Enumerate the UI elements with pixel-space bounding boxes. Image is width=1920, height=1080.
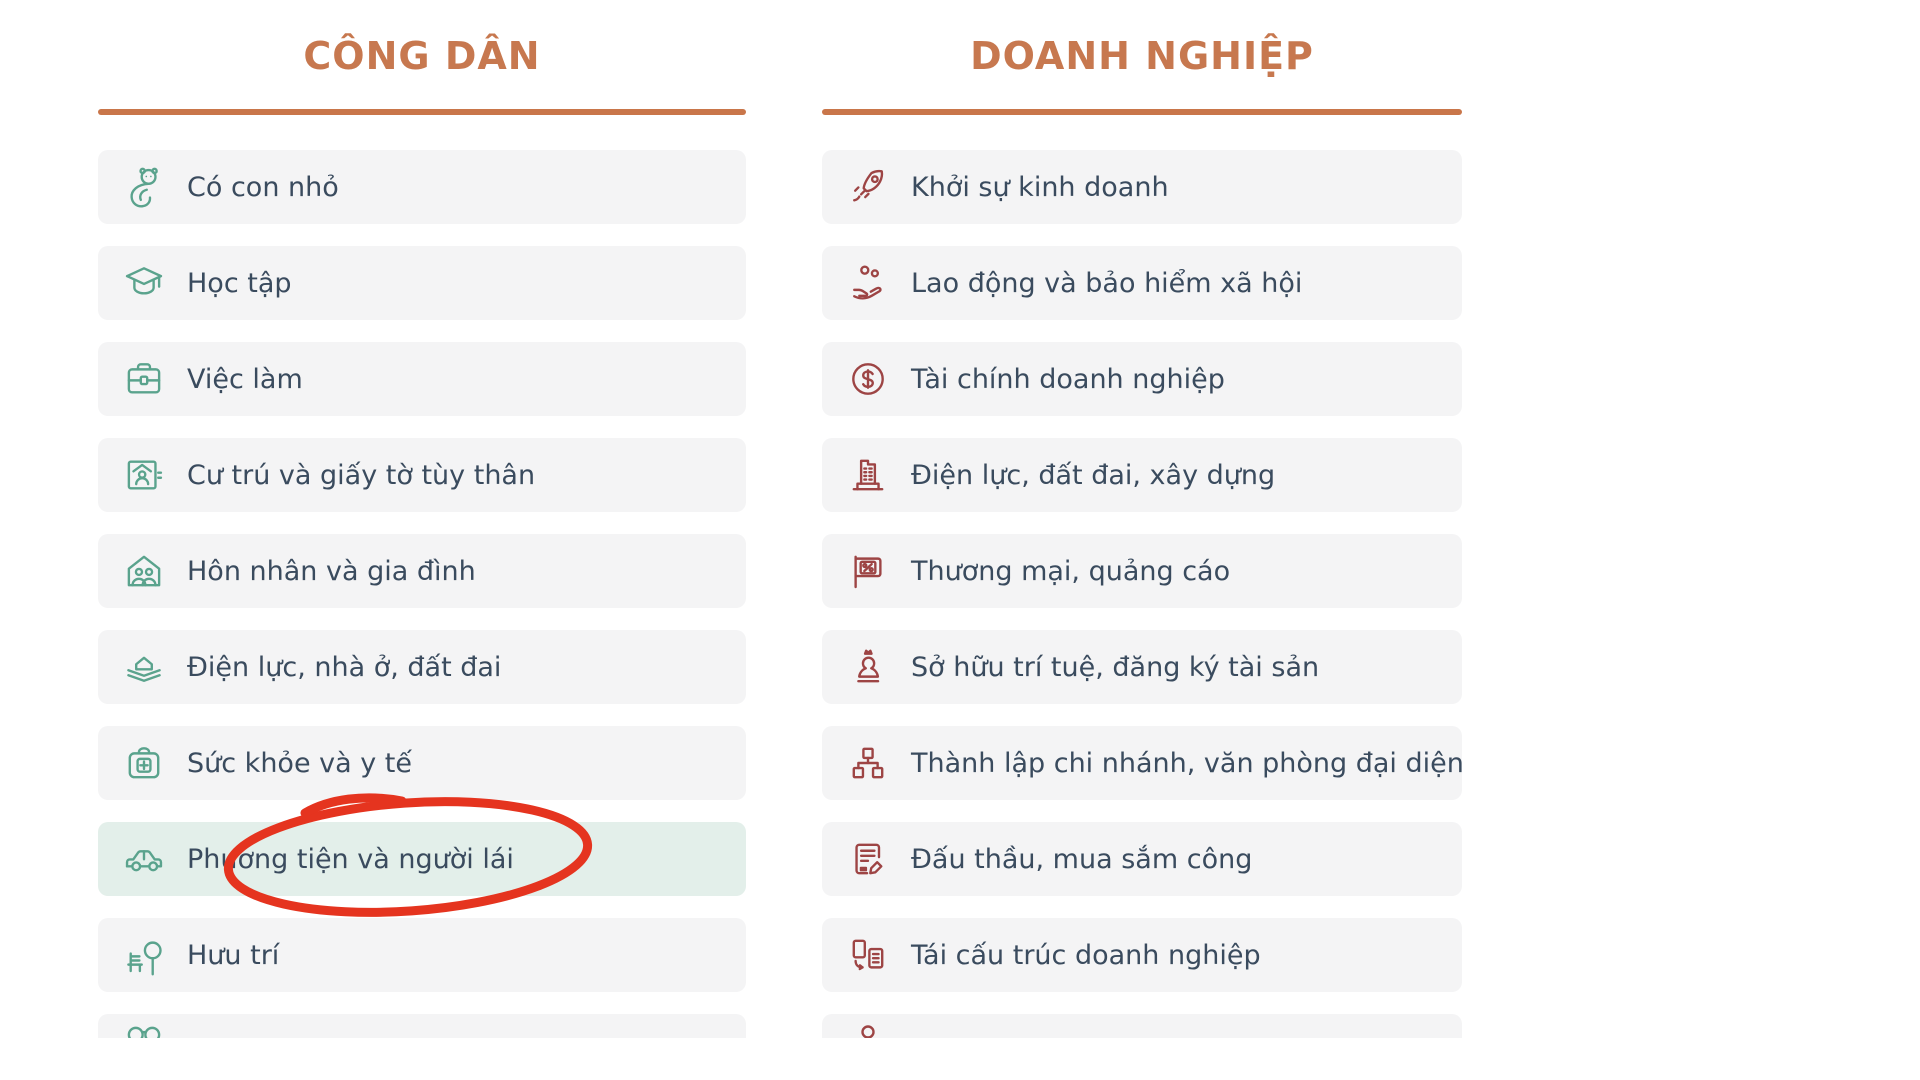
id-card-icon [122,453,166,497]
list-item[interactable] [822,534,1462,608]
list-item-label: Điện lực, đất đai, xây dựng [911,459,1276,491]
list-item[interactable] [98,630,746,704]
list-item[interactable] [98,822,746,896]
restructure-documents-icon [846,933,890,977]
bench-tree-icon [122,933,166,977]
hand-people-icon [846,261,890,305]
list-item[interactable] [98,534,746,608]
medical-bag-icon [122,741,166,785]
list-item-label: Thành lập chi nhánh, văn phòng đại diện [911,747,1464,779]
business-column-title: DOANH NGHIỆP [970,34,1314,78]
list-item[interactable] [98,918,746,992]
citizen-column-title: CÔNG DÂN [303,34,541,78]
list-item-label: Học tập [187,267,292,299]
list-item[interactable] [822,630,1462,704]
business-title-underline [822,109,1462,115]
list-item[interactable] [822,342,1462,416]
org-chart-icon [846,741,890,785]
car-icon [122,837,166,881]
list-item[interactable] [98,342,746,416]
citizen-column [98,0,746,1080]
list-item-label: Cư trú và giấy tờ tùy thân [187,459,536,491]
list-item[interactable] [98,726,746,800]
list-item[interactable] [98,246,746,320]
list-item[interactable] [822,918,1462,992]
list-item-label: Lao động và bảo hiểm xã hội [911,267,1303,299]
family-house-icon [122,549,166,593]
rocket-icon [846,165,890,209]
building-icon [846,453,890,497]
list-item-label: Khởi sự kinh doanh [911,171,1169,203]
list-item[interactable] [98,150,746,224]
business-column [822,0,1462,1080]
list-item-label: Việc làm [187,363,303,395]
percent-signboard-icon [846,549,890,593]
bottom-cutoff [0,1038,1920,1080]
list-item[interactable] [822,246,1462,320]
list-item-label: Sức khỏe và y tế [187,747,413,779]
list-item-label: Tài chính doanh nghiệp [911,363,1225,395]
list-item-label: Tái cấu trúc doanh nghiệp [911,939,1261,971]
list-item[interactable] [822,822,1462,896]
list-item-label: Điện lực, nhà ở, đất đai [187,651,502,683]
document-signature-icon [846,837,890,881]
dollar-circle-icon [846,357,890,401]
chess-piece-icon [846,645,890,689]
house-land-icon [122,645,166,689]
list-item-label: Có con nhỏ [187,171,339,203]
list-item-label: Sở hữu trí tuệ, đăng ký tài sản [911,651,1320,683]
list-item-label: Hôn nhân và gia đình [187,555,476,587]
list-item[interactable] [822,150,1462,224]
business-list [822,150,1462,1080]
briefcase-icon [122,357,166,401]
list-item[interactable] [98,438,746,512]
list-item-label: Đấu thầu, mua sắm công [911,843,1253,875]
citizen-title-underline [98,109,746,115]
graduation-cap-icon [122,261,166,305]
list-item[interactable] [822,438,1462,512]
baby-icon [122,165,166,209]
list-item-label: Phương tiện và người lái [187,843,514,875]
list-item-label: Thương mại, quảng cáo [911,555,1231,587]
list-item-label: Hưu trí [187,939,280,971]
citizen-list [98,150,746,1080]
list-item[interactable] [822,726,1462,800]
